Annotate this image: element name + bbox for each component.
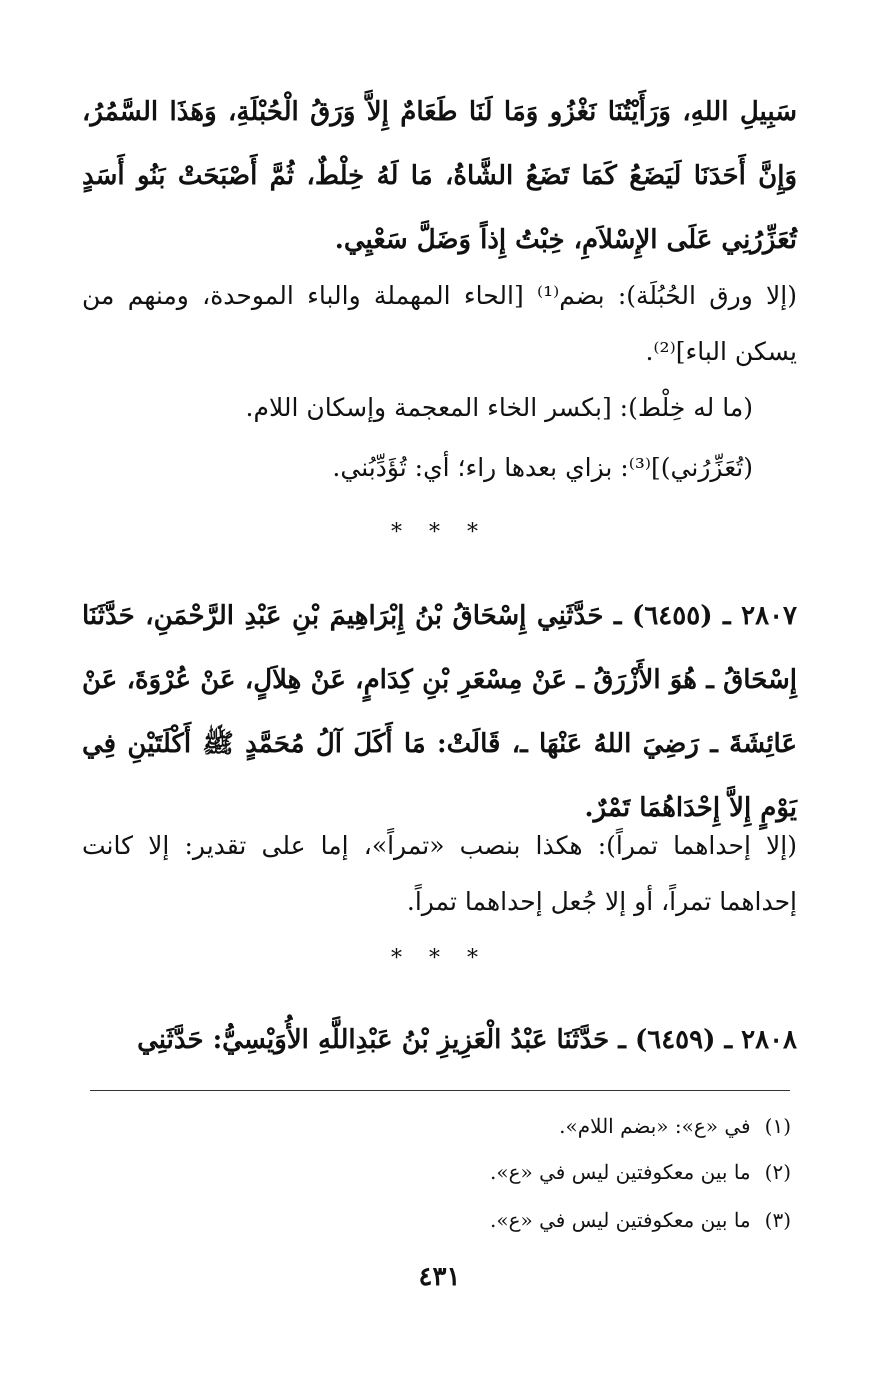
footnote-1 [559,1112,791,1140]
footnote-text: ما بين معكوفتين ليس في «ع». [489,1208,751,1232]
footnote-number: (٣) [764,1208,791,1232]
footnote-number: (١) [764,1114,791,1138]
section-separator-1: * * * [391,520,488,545]
section-separator-2: * * * [391,946,488,971]
hadith-2807-text: ٢٨٠٧ ـ (٦٤٥٥) ـ حَدَّثَنِي إِسْحَاقُ بْنُ إِبْرَاهِيمَ بْنِ عَبْدِ الرَّحْمَنِ، حَدَّثَنَا إِسْحَاقُ ـ هُوَ الأَزْرَقُ ـ عَنْ مِسْعَرِ بْنِ كِدَامٍ، عَنْ هِلاَلٍ، عَنْ عُرْوَةَ، عَنْ عَائِشَةَ ـ رَضِيَ اللهُ عَنْهَا ـ، قَالَتْ: مَا أَكَلَ آلُ مُحَمَّدٍ ﷺ أَكْلَتَيْنِ فِي يَوْمٍ إِلاَّ إِحْدَاهُمَا تَمْرٌ. [82,601,798,823]
footnote-3 [490,1206,791,1234]
footnote-2 [490,1158,791,1186]
page-number: ٤٣١ [418,1262,461,1292]
footnote-number: (٢) [764,1160,791,1184]
footnote-divider [90,1090,790,1091]
footnote-text: ما بين معكوفتين ليس في «ع». [489,1160,751,1184]
footnote-text: في «ع»: «بضم اللام». [559,1114,751,1138]
explanation-2807: (إلا إحداهما تمراً): هكذا بنصب «تمراً»، إما على تقدير: إلا كانت إحداهما تمراً، أو إلا جُعل إحداهما تمراً. [82,831,797,916]
explanation-hubla: (إلا ورق الحُبُلَة): بضم⁽¹⁾ [الحاء المهملة والباء الموحدة، ومنهم من يسكن الباء]⁽²⁾. [82,281,798,366]
hadith-continuation-text: سَبِيلِ اللهِ، وَرَأَيْتُنَا نَغْزُو وَمَا لَنَا طَعَامٌ إِلاَّ وَرَقُ الْحُبْلَةِ، وَهَذَا السَّمُرُ، وَإِنَّ أَحَدَنَا لَيَضَعُ كَمَا تَضَعُ الشَّاةُ، مَا لَهُ خِلْطٌ، ثُمَّ أَصْبَحَتْ بَنُو أَسَدٍ تُعَزِّرُنِي عَلَى الإِسْلاَمِ، خِبْتُ إِذاً وَضَلَّ سَعْيِي. [82,97,797,255]
explanation-khilt: (ما له خِلْط): [بكسر الخاء المعجمة وإسكان اللام. [245,393,753,422]
explanation-tuazziruni: (تُعَزِّرُني)]⁽³⁾: بزاي بعدها راء؛ أي: تُؤَدِّبُني. [332,453,753,482]
hadith-2808-text: ٢٨٠٨ ـ (٦٤٥٩) ـ حَدَّثَنَا عَبْدُ الْعَزِيزِ بْنُ عَبْدِاللَّهِ الأُوَيْسِيُّ: حَدَّثَنِي [137,1025,797,1055]
